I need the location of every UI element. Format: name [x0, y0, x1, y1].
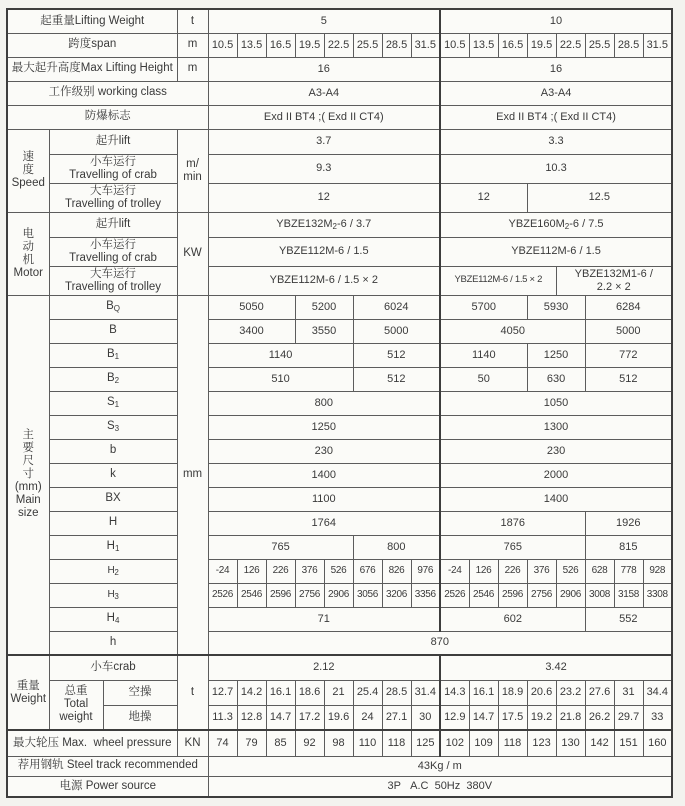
value-cell: YBZE132M1-6 / 2.2 × 2 [556, 266, 672, 295]
value-cell: 12 [208, 183, 440, 212]
value-cell: 12 [440, 183, 527, 212]
value-cell: 1050 [440, 391, 672, 415]
row-label: 防爆标志 [7, 105, 208, 129]
value-cell: 14.7 [469, 705, 498, 730]
group-label-speed: 速 度 Speed [7, 129, 49, 212]
value-cell: 25.4 [353, 680, 382, 705]
unit-cell: m [177, 57, 208, 81]
value-cell: A3-A4 [440, 81, 672, 105]
value-cell: 79 [237, 730, 266, 756]
group-label-main-size: 主 要 尺 寸 (mm) Main size [7, 295, 49, 655]
value-cell: 11.3 [208, 705, 237, 730]
value-cell: 6284 [585, 295, 672, 319]
value-cell: 230 [208, 439, 440, 463]
value-cell: 16.5 [266, 33, 295, 57]
group-label-weight: 重量 Weight [7, 655, 49, 730]
value-cell: $YBZE160M_2-6 / 7.5$ [440, 212, 672, 237]
value-cell: 130 [556, 730, 585, 756]
value-cell: 5050 [208, 295, 295, 319]
value-cell: 1400 [440, 487, 672, 511]
value-cell: 826 [382, 559, 411, 583]
value-cell: 1140 [208, 343, 353, 367]
steel-track-value: 43Kg / m [208, 756, 672, 776]
value-cell: 27.1 [382, 705, 411, 730]
value-cell: 778 [614, 559, 643, 583]
value-cell: 3308 [643, 583, 672, 607]
value-cell: 31.5 [411, 33, 440, 57]
value-cell: 2526 [440, 583, 469, 607]
value-cell: 126 [237, 559, 266, 583]
value-cell: YBZE112M-6 / 1.5 × 2 [440, 266, 556, 295]
row-label: 空操 [103, 680, 177, 705]
spec-table-body [7, 9, 672, 797]
row-label: 电源 Power source [7, 776, 208, 797]
value-cell: 10 [440, 9, 672, 33]
value-cell: 602 [440, 607, 585, 631]
row-label: $S_3$ [49, 415, 177, 439]
value-cell: 21 [324, 680, 353, 705]
row-label: $H_4$ [49, 607, 177, 631]
value-cell: 22.5 [556, 33, 585, 57]
value-cell: 226 [498, 559, 527, 583]
value-cell: 628 [585, 559, 614, 583]
value-cell: 14.3 [440, 680, 469, 705]
group-label-motor: 电 动 机 Motor [7, 212, 49, 295]
value-cell: 25.5 [585, 33, 614, 57]
row-label: 小车运行 Travelling of crab [49, 154, 177, 183]
value-cell: 29.7 [614, 705, 643, 730]
unit-cell: m/ min [177, 129, 208, 212]
value-cell: 1100 [208, 487, 440, 511]
value-cell: 74 [208, 730, 237, 756]
row-label: 起升lift [49, 212, 177, 237]
value-cell: 3158 [614, 583, 643, 607]
value-cell: 2596 [498, 583, 527, 607]
row-label: h [49, 631, 177, 655]
value-cell: 16 [208, 57, 440, 81]
value-cell: 4050 [440, 319, 585, 343]
row-label: 工作级别 working class [7, 81, 208, 105]
row-label: $H_3$ [49, 583, 177, 607]
value-cell: 1926 [585, 511, 672, 535]
value-cell: 2756 [295, 583, 324, 607]
value-cell: 1876 [440, 511, 585, 535]
row-label: BX [49, 487, 177, 511]
value-cell: 3206 [382, 583, 411, 607]
value-cell: 19.2 [527, 705, 556, 730]
value-cell: 10.5 [440, 33, 469, 57]
value-cell: 30 [411, 705, 440, 730]
value-cell: 1300 [440, 415, 672, 439]
value-cell: 3400 [208, 319, 295, 343]
value-cell: 5200 [295, 295, 353, 319]
value-cell: 800 [353, 535, 440, 559]
row-label: 荐用钢轨 Steel track recommended [7, 756, 208, 776]
value-cell: 26.2 [585, 705, 614, 730]
row-label: B [49, 319, 177, 343]
value-cell: 18.6 [295, 680, 324, 705]
row-label: $B_Q$ [49, 295, 177, 319]
row-label: 地操 [103, 705, 177, 730]
value-cell: 3.7 [208, 129, 440, 154]
value-cell: 772 [585, 343, 672, 367]
unit-cell: mm [177, 295, 208, 655]
value-cell: -24 [440, 559, 469, 583]
value-cell: 12.5 [527, 183, 672, 212]
value-cell: 16 [440, 57, 672, 81]
value-cell: 512 [353, 367, 440, 391]
row-label: 跨度span [7, 33, 177, 57]
value-cell: 3008 [585, 583, 614, 607]
value-cell: 2546 [237, 583, 266, 607]
value-cell: 5930 [527, 295, 585, 319]
value-cell: 118 [498, 730, 527, 756]
value-cell: 2.12 [208, 655, 440, 680]
value-cell: 98 [324, 730, 353, 756]
value-cell: 815 [585, 535, 672, 559]
row-label: 最大轮压 Max. wheel pressure [7, 730, 177, 756]
row-label: 最大起升高度Max Lifting Height [7, 57, 177, 81]
value-cell: 3056 [353, 583, 382, 607]
row-label: $S_1$ [49, 391, 177, 415]
row-label: 起升lift [49, 129, 177, 154]
crane-spec-table [6, 8, 673, 798]
value-cell: 1764 [208, 511, 440, 535]
unit-cell: m [177, 33, 208, 57]
value-cell: 17.5 [498, 705, 527, 730]
value-cell: 22.5 [324, 33, 353, 57]
row-label: $H_2$ [49, 559, 177, 583]
value-cell: 92 [295, 730, 324, 756]
value-cell: 102 [440, 730, 469, 756]
value-cell: 2906 [324, 583, 353, 607]
value-cell: 10.3 [440, 154, 672, 183]
value-cell: 2596 [266, 583, 295, 607]
value-cell: Exd II BT4 ;( Exd II CT4) [208, 105, 440, 129]
value-cell: 18.9 [498, 680, 527, 705]
row-label: 总重 Total weight [49, 680, 103, 730]
value-cell: 25.5 [353, 33, 382, 57]
row-label: H [49, 511, 177, 535]
value-cell: 976 [411, 559, 440, 583]
value-cell: 510 [208, 367, 353, 391]
value-cell: 765 [440, 535, 585, 559]
value-cell: 24 [353, 705, 382, 730]
value-cell: 16.5 [498, 33, 527, 57]
value-cell: 151 [614, 730, 643, 756]
value-cell: 2000 [440, 463, 672, 487]
value-cell: 800 [208, 391, 440, 415]
value-cell: 50 [440, 367, 527, 391]
value-cell: 1400 [208, 463, 440, 487]
row-label: 大车运行 Travelling of trolley [49, 183, 177, 212]
value-cell: 28.5 [614, 33, 643, 57]
value-cell: 126 [469, 559, 498, 583]
value-cell: 1140 [440, 343, 527, 367]
value-cell: 14.2 [237, 680, 266, 705]
power-source-value: 3P A.C 50Hz 380V [208, 776, 672, 797]
value-cell: 20.6 [527, 680, 556, 705]
value-cell: 12.8 [237, 705, 266, 730]
value-cell: 6024 [353, 295, 440, 319]
row-label: 大车运行 Travelling of trolley [49, 266, 177, 295]
value-cell: Exd II BT4 ;( Exd II CT4) [440, 105, 672, 129]
value-cell: 19.6 [324, 705, 353, 730]
value-cell: 1250 [527, 343, 585, 367]
value-cell: 630 [527, 367, 585, 391]
value-cell: YBZE112M-6 / 1.5 × 2 [208, 266, 440, 295]
value-cell: 160 [643, 730, 672, 756]
value-cell: $YBZE132M_2-6 / 3.7$ [208, 212, 440, 237]
value-cell: 123 [527, 730, 556, 756]
value-cell: YBZE112M-6 / 1.5 [208, 237, 440, 266]
value-cell: 2546 [469, 583, 498, 607]
value-cell: 12.9 [440, 705, 469, 730]
value-cell: 125 [411, 730, 440, 756]
value-cell: 3550 [295, 319, 353, 343]
value-cell: 765 [208, 535, 353, 559]
value-cell: 2756 [527, 583, 556, 607]
value-cell: 5700 [440, 295, 527, 319]
value-cell: 19.5 [527, 33, 556, 57]
value-cell: 3356 [411, 583, 440, 607]
value-cell: 34.4 [643, 680, 672, 705]
row-label: $B_2$ [49, 367, 177, 391]
value-cell: 33 [643, 705, 672, 730]
value-cell: 31 [614, 680, 643, 705]
value-cell: 17.2 [295, 705, 324, 730]
value-cell: 110 [353, 730, 382, 756]
row-label: b [49, 439, 177, 463]
value-cell: 1250 [208, 415, 440, 439]
value-cell: 5000 [585, 319, 672, 343]
value-cell: 526 [556, 559, 585, 583]
value-cell: 85 [266, 730, 295, 756]
value-cell: 16.1 [469, 680, 498, 705]
row-label: $H_1$ [49, 535, 177, 559]
value-cell: A3-A4 [208, 81, 440, 105]
unit-cell: KW [177, 212, 208, 295]
value-cell: 3.3 [440, 129, 672, 154]
row-label: 小车crab [49, 655, 177, 680]
value-cell: 526 [324, 559, 353, 583]
value-cell: 512 [585, 367, 672, 391]
value-cell: 226 [266, 559, 295, 583]
value-cell: 9.3 [208, 154, 440, 183]
value-cell: YBZE112M-6 / 1.5 [440, 237, 672, 266]
value-cell: 16.1 [266, 680, 295, 705]
value-cell: 28.5 [382, 680, 411, 705]
value-cell: 27.6 [585, 680, 614, 705]
value-cell: 71 [208, 607, 440, 631]
value-cell: -24 [208, 559, 237, 583]
value-cell: 31.4 [411, 680, 440, 705]
value-cell: 376 [527, 559, 556, 583]
value-cell: 19.5 [295, 33, 324, 57]
unit-cell: t [177, 655, 208, 730]
value-cell: 376 [295, 559, 324, 583]
value-cell: 2526 [208, 583, 237, 607]
value-cell: 5 [208, 9, 440, 33]
value-cell: 3.42 [440, 655, 672, 680]
row-label: k [49, 463, 177, 487]
value-cell: 28.5 [382, 33, 411, 57]
row-label: 起重量Lifting Weight [7, 9, 177, 33]
row-label: 小车运行 Travelling of crab [49, 237, 177, 266]
value-cell: 118 [382, 730, 411, 756]
value-cell: 870 [208, 631, 672, 655]
value-cell: 14.7 [266, 705, 295, 730]
value-cell: 21.8 [556, 705, 585, 730]
unit-cell: KN [177, 730, 208, 756]
value-cell: 512 [353, 343, 440, 367]
value-cell: 12.7 [208, 680, 237, 705]
value-cell: 31.5 [643, 33, 672, 57]
value-cell: 13.5 [469, 33, 498, 57]
row-label: $B_1$ [49, 343, 177, 367]
value-cell: 552 [585, 607, 672, 631]
value-cell: 10.5 [208, 33, 237, 57]
value-cell: 230 [440, 439, 672, 463]
value-cell: 5000 [353, 319, 440, 343]
value-cell: 13.5 [237, 33, 266, 57]
value-cell: 109 [469, 730, 498, 756]
value-cell: 676 [353, 559, 382, 583]
value-cell: 2906 [556, 583, 585, 607]
value-cell: 23.2 [556, 680, 585, 705]
value-cell: 142 [585, 730, 614, 756]
unit-cell: t [177, 9, 208, 33]
value-cell: 928 [643, 559, 672, 583]
